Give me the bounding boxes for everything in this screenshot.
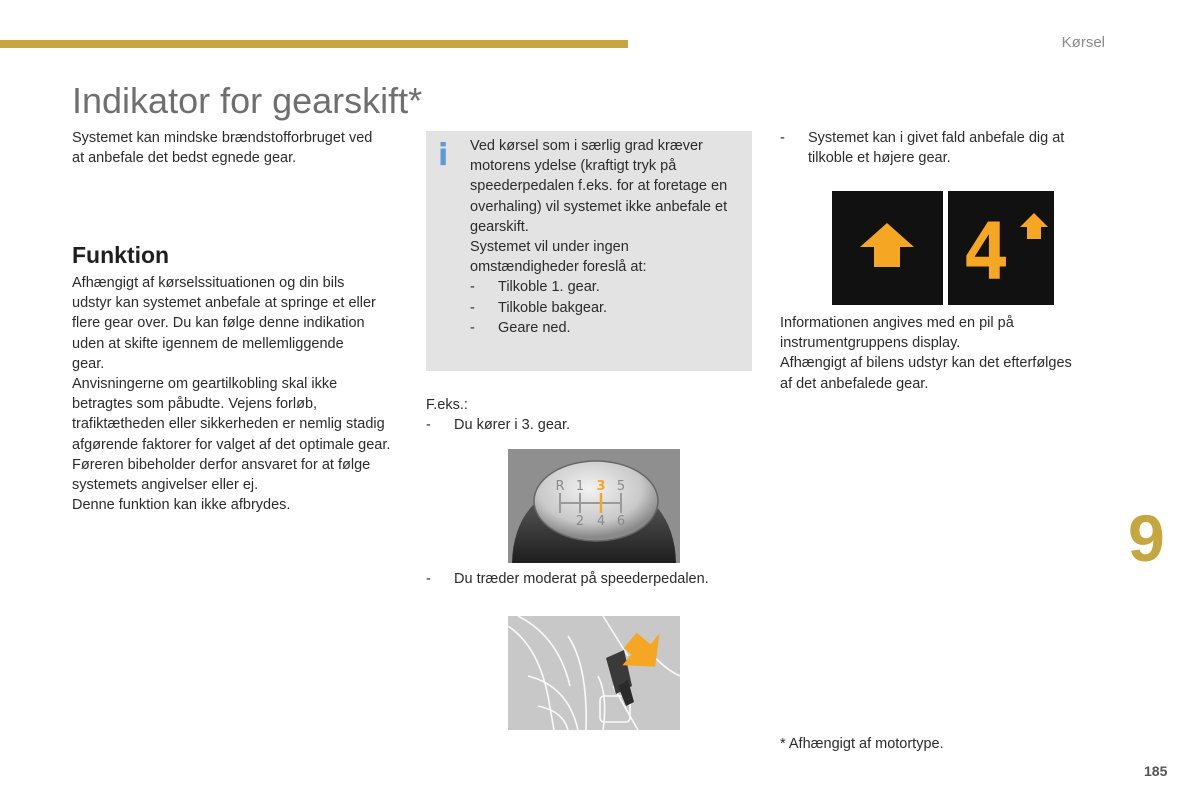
page-title: Indikator for gearskift* [72,80,423,121]
section-heading: Funktion [72,242,170,268]
page-number: 185 [1144,763,1168,779]
list-item: - Du træder moderat på speederpedalen. [426,569,756,589]
text-line: Føreren bibeholder derfor ansvaret for at følge [72,456,371,473]
pedal-illustration [508,616,680,730]
text-line: motorens ydelse (kraftigt tryk på [470,158,677,175]
text-line: gearskift. [470,218,529,235]
text-line: Denne funktion kan ikke afbrydes. [72,497,291,514]
text-line: Ved kørsel som i særlig grad kræver [470,138,703,154]
text-line: afgørende faktorer for valget af det optimale gear. [72,436,391,453]
example-block-2 [426,569,756,589]
gear-label-1: 1 [575,479,585,494]
text-line: Anvisningerne om geartilkobling skal ikke [72,376,338,393]
gear-label-3: 3 [596,479,606,494]
text-line: Afhængigt af bilens udstyr kan det efterfølges [780,355,1072,372]
list-item [780,128,1110,168]
header-accent-bar [0,40,628,48]
list-item: - Geare ned. [470,318,748,338]
text-line: gear. [72,355,105,372]
text-line: systemets angivelser eller ej. [72,477,259,494]
info-box-text [470,136,748,338]
col3-list [780,128,1110,168]
text-line: betragtes som påbudte. Vejens forløb, [72,396,318,413]
accelerator-pedal-icon [508,616,680,730]
col3-text [780,313,1110,394]
text-line: udstyr kan systemet anbefale at springe et eller [72,295,376,312]
text-line: instrumentgruppens display. [780,335,961,352]
text-line: omstændigheder foreslå at: [470,259,647,276]
gear-label-4: 4 [596,514,606,529]
upshift-gear-indicator-panel [948,191,1054,305]
up-arrow-icon [832,191,943,305]
example-list [426,415,756,435]
upshift-indicator-panel [832,191,943,305]
text-line: Systemet kan i givet fald anbefale dig at [808,130,1065,146]
list-item: - Tilkoble 1. gear. [470,277,748,297]
gear-label-2: 2 [575,514,585,529]
gear-label-6: 6 [616,514,626,529]
text-line: trafiktætheden eller sikkerheden er nemlig stadig [72,416,385,433]
text-line: Afhængigt af kørselssituationen og din bils [72,275,345,291]
footnote: * Afhængigt af motortype. [780,736,944,752]
list-item: - Du kører i 3. gear. [426,415,756,435]
gear-digit: 4 [962,208,1010,298]
text-line: uden at skifte igennem de mellemliggende [72,335,344,352]
text-line: Informationen angives med en pil på [780,315,1014,331]
text-line: overhaling) vil systemet ikke anbefale et [470,198,728,215]
gear-knob-icon [508,449,680,563]
section-name: Kørsel [1061,34,1105,51]
chapter-number: 9 [1128,501,1165,575]
intro-paragraph [72,128,412,168]
text-line: speederpedalen f.eks. for at foretage en [470,178,728,195]
digit-up-arrow-icon [948,191,1054,305]
text-line: af det anbefalede gear. [780,375,929,392]
text-line: at anbefale det bedst egnede gear. [72,150,297,167]
text-line: tilkoble et højere gear. [808,150,951,167]
text-line: Systemet vil under ingen [470,239,629,256]
text-line: flere gear over. Du kan følge denne indikation [72,315,365,332]
info-icon: i [438,138,449,173]
list-item: - Tilkoble bakgear. [470,298,748,318]
gear-label-r: R [555,479,565,494]
gear-label-5: 5 [616,479,626,494]
info-box-list [470,277,748,338]
example-label: F.eks.: [426,397,468,413]
function-body [72,273,417,515]
example-block [426,395,756,435]
text-line: Systemet kan mindske brændstofforbruget ved [72,130,373,146]
gear-knob-illustration [508,449,680,563]
example-list [426,569,756,589]
